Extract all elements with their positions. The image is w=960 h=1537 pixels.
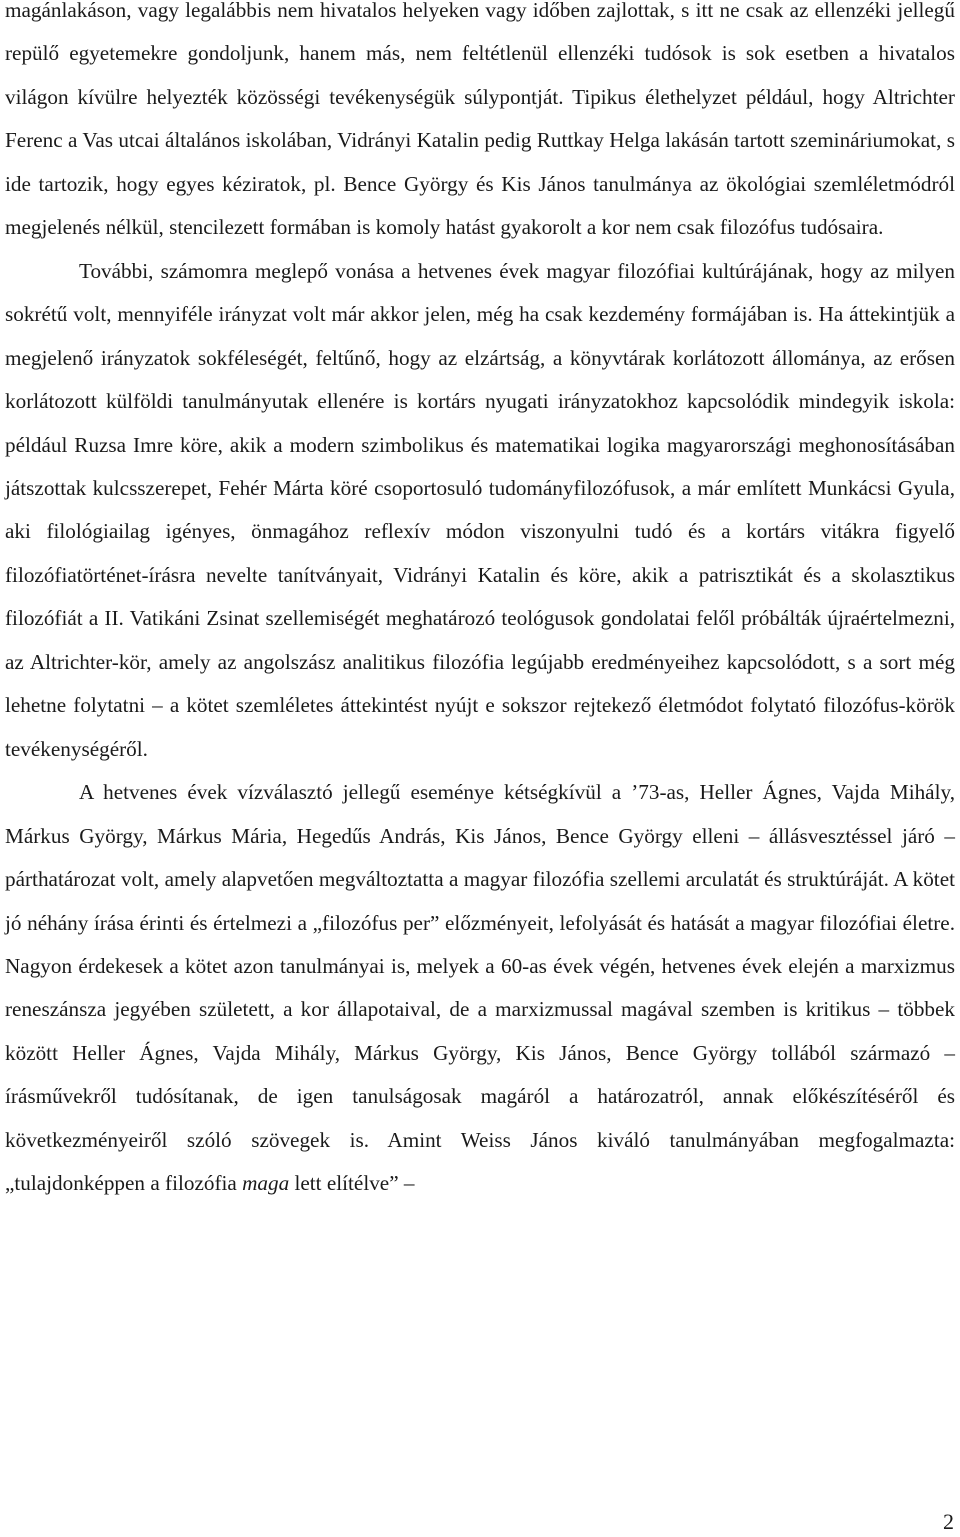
paragraph-3-italic-word: maga	[242, 1171, 290, 1196]
paragraph-3-text: A hetvenes évek vízválasztó jellegű eseménye kétségkívül a ’73-as, Heller Ágnes, Vajda Mihály, Márkus György, Márkus Mária, Hegedűs András, Kis János, Bence György elleni – állásvesztéssel járó – párthatározat volt, amely alapvetően megváltoztatta a magyar filozófia szellemi arculatát és struktúráját. A kötet jó néhány írása érinti és értelmezi a „filozófus per” előzményeit, lefolyását és hatását a magyar filozófiai életre. Nagyon érdekesek a kötet azon tanulmányai is, melyek a 60-as évek végén, hetvenes évek elején a marxizmus reneszánsza jegyében született, a kor állapotaival, de a marxizmussal magával szemben is kritikus – többek között Heller Ágnes, Vajda Mihály, Márkus György, Kis János, Bence György tollából származó – írásművekről tudósítanak, de igen tanulságosak magáról a határozatról, annak előkészítéséről és következményeiről szóló szövegek is. Amint Weiss János kiváló tanulmányában megfogalmazta: „tulajdonképpen a filozófia	[5, 780, 955, 1196]
paragraph-2-text: További, számomra meglepő vonása a hetvenes évek magyar filozófiai kultúrájának, hogy az milyen sokrétű volt, mennyiféle irányzat volt már akkor jelen, még ha csak kezdemény formájában is. Ha áttekintjük a megjelenő irányzatok sokféleségét, feltűnő, hogy az elzártság, a könyvtárak korlátozott állománya, az erősen korlátozott külföldi tanulmányutak ellenére is kortárs nyugati irányzatokhoz kapcsolódik mindegyik iskola: például Ruzsa Imre köre, akik a modern szimbolikus és matematikai logika magyarországi meghonosításában játszottak kulcsszerepet, Fehér Márta köré csoportosuló tudományfilozófusok, a már említett Munkácsi Gyula, aki filológiailag igényes, önmagához reflexív módon viszonyulni tudó és a kortárs vitákra figyelő filozófiatörténet-írásra nevelte tanítványait, Vidrányi Katalin és köre, akik a patrisztikát és a skolasztikus filozófiát a II. Vatikáni Zsinat szellemiségét meghatározó teológusok gondolatai felől próbálták újraértelmezni, az Altrichter-kör, amely az angolszász analitikus filozófia legújabb eredményeihez kapcsolódott, s a sort még lehetne folytatni – a kötet szemléletes áttekintést nyújt e sokszor rejtekező életmódot folytató filozófus-körök tevékenységéről.	[5, 258, 955, 761]
paragraph-1-text: magánlakáson, vagy legalábbis nem hivatalos helyeken vagy időben zajlottak, s itt ne csak az ellenzéki jellegű repülő egyetemekre gondoljunk, hanem más, nem feltétlenül ellenzéki tudósok is sok esetben a hivatalos világon kívülre helyezték közösségi tevékenységük súlypontját. Tipikus élethelyzet például, hogy Altrichter Ferenc a Vas utcai általános iskolában, Vidrányi Katalin pedig Ruttkay Helga lakásán tartott szemináriumokat, s ide tartozik, hogy egyes kéziratok, pl. Bence György és Kis János tanulmánya az ökológiai szemléletmódról megjelenés nélkül, stencilezett formában is komoly hatást gyakorolt a kor nem csak filozófus tudósaira.	[5, 0, 955, 240]
paragraph-3-text-end: lett elítélve” –	[289, 1171, 415, 1196]
page-number: 2	[943, 1509, 954, 1534]
paragraph-3	[5, 771, 955, 1206]
paragraph-2	[5, 250, 955, 771]
document-page	[5, 0, 955, 1206]
paragraph-1	[5, 0, 955, 250]
